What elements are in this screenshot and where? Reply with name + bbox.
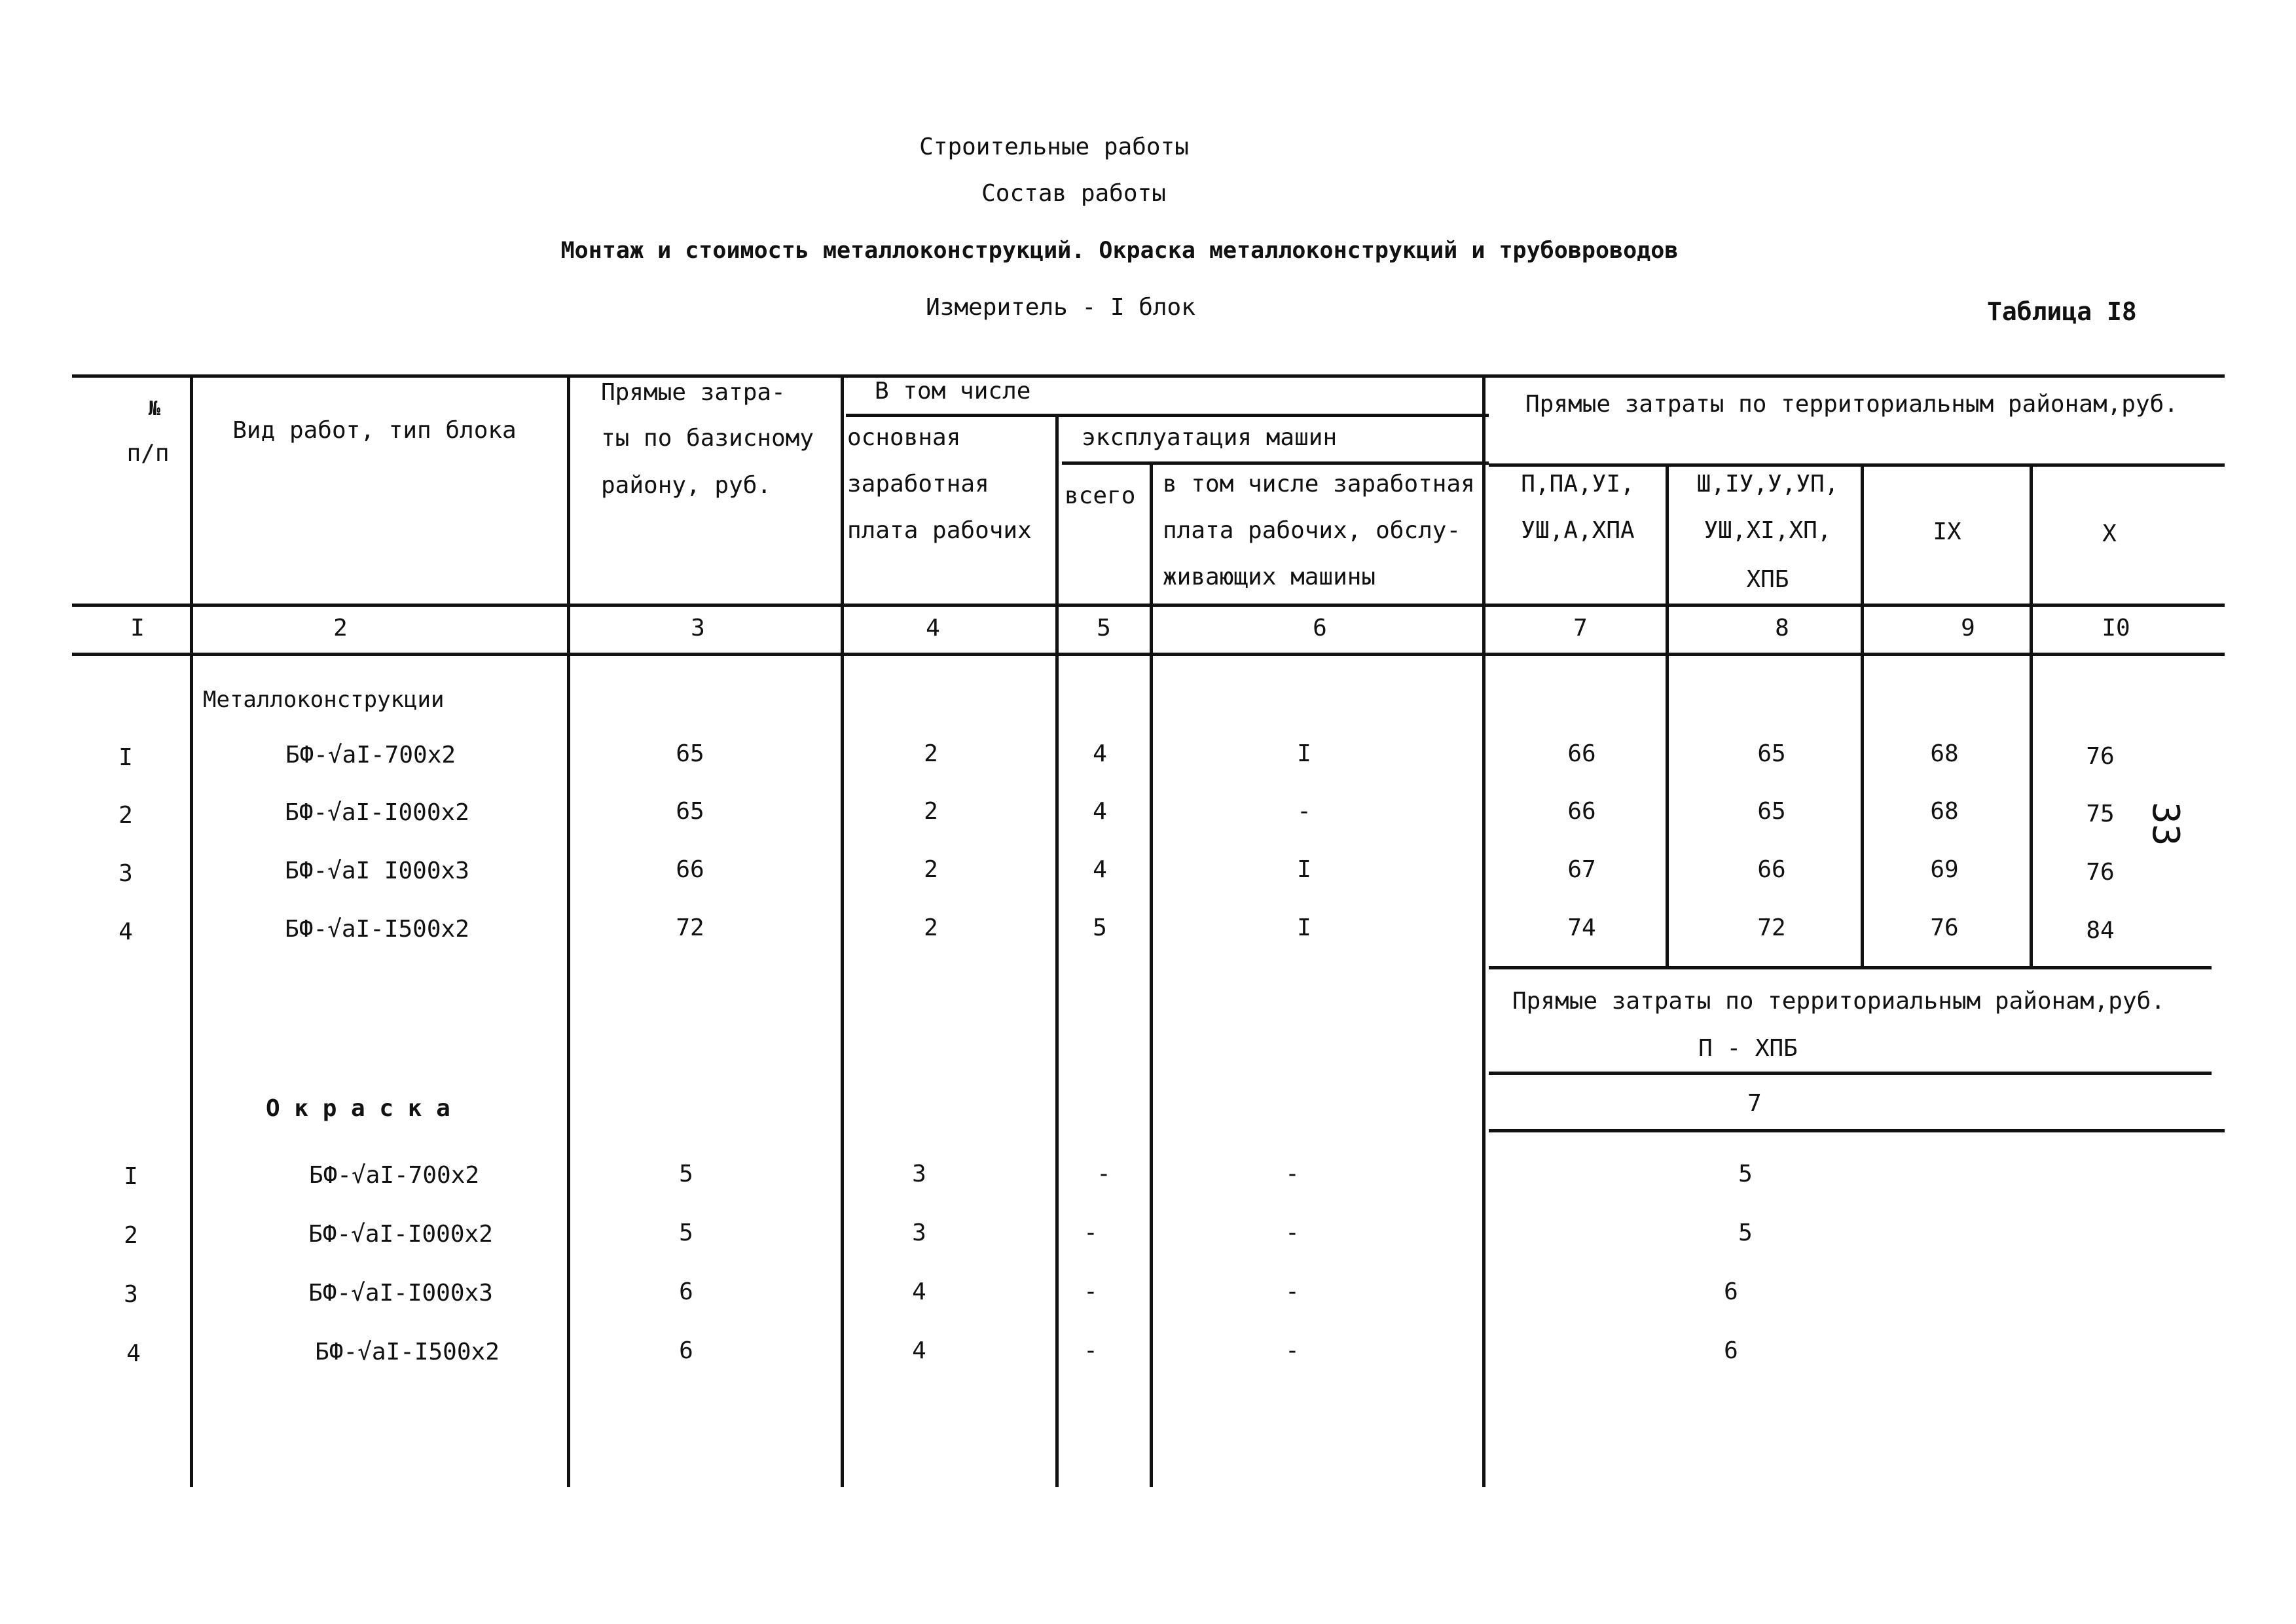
col-index-7: 7 bbox=[1573, 615, 1588, 641]
col-region-1-header-1: П,ПА,УI, bbox=[1521, 471, 1635, 497]
col-index-1: I bbox=[130, 615, 145, 641]
col-index-2: 2 bbox=[333, 615, 348, 641]
section-title-painting: О к р а с к а bbox=[266, 1095, 450, 1122]
col-work-type-header: Вид работ, тип блока bbox=[232, 417, 517, 444]
col-index-4: 4 bbox=[926, 615, 940, 641]
header-line-2: Состав работы bbox=[981, 180, 1166, 207]
col-regions-header: Прямые затраты по территориальным районам,руб. bbox=[1525, 391, 2178, 418]
col-index-3: 3 bbox=[691, 615, 705, 641]
document-title: Монтаж и стоимость металлоконструкций. Окраска металлоконструкций и трубовроводов bbox=[560, 238, 1679, 264]
measure-unit: Измеритель - I блок bbox=[926, 294, 1195, 321]
col-direct-costs-header-2: ты по базисному bbox=[601, 425, 814, 452]
col-machine-wage-header-2: плата рабочих, обслу- bbox=[1163, 517, 1461, 544]
col-region-2-header-1: Ш,IУ,У,УП, bbox=[1696, 471, 1839, 497]
table-number: Таблица I8 bbox=[1987, 297, 2137, 326]
col-region-3-header: IX bbox=[1933, 518, 1961, 545]
col-index-5: 5 bbox=[1097, 615, 1111, 641]
painting-region-range: П - ХПБ bbox=[1698, 1035, 1798, 1062]
col-machine-total-header: всего bbox=[1065, 482, 1136, 509]
page-number: 33 bbox=[2144, 802, 2187, 846]
col-wage-header-1: основная bbox=[847, 424, 961, 451]
col-machine-wage-header-1: в том числе заработная bbox=[1163, 471, 1475, 497]
col-region-2-header-2: УШ,XI,ХП, bbox=[1704, 517, 1832, 544]
header-line-1: Строительные работы bbox=[919, 134, 1189, 160]
col-wage-header-3: плата рабочих bbox=[847, 517, 1032, 544]
col-machine-header: эксплуатация машин bbox=[1082, 424, 1338, 451]
col-direct-costs-header-3: району, руб. bbox=[601, 472, 772, 499]
col-index-6: 6 bbox=[1313, 615, 1327, 641]
col-number-mark: № bbox=[148, 397, 161, 420]
col-including-header: В том числе bbox=[875, 378, 1031, 405]
section-title-metal: Металлоконструкции bbox=[203, 687, 445, 713]
col-index-8: 8 bbox=[1775, 615, 1789, 641]
col-region-1-header-2: УШ,А,ХПА bbox=[1521, 517, 1635, 544]
col-wage-header-2: заработная bbox=[847, 471, 989, 497]
document-page: Строительные работы Состав работы Монтаж и стоимость металлоконструкций. Окраска металлоконструкций и трубовроводов Измеритель - I блок Таблица I8 33 № п/п Вид работ, тип блока Прямые затра- ты по базисному району, руб. В том числе основная заработная плата рабочих эксплуатация машин всего в том числе заработная плата рабочих, обслу- живающих машины Прямые затраты по территориальным районам,руб. П,ПА,УI, УШ,А,ХПА Ш,IУ,У,УП, УШ,XI,ХП, ХПБ IX X I 2 3 4 5 6 7 8 9 I0 Металлоконструкции I БФ-√aI-700x2 65 2 4 I 66 65 68 76 2 БФ-√aI-I000x2 65 2 4 - 66 65 68 75 3 БФ-√aI I000x3 66 2 4 I 67 66 69 76 4 БФ-√aI-I500x2 72 2 5 I 74 72 76 84 Прямые затраты по территориальным районам,руб. П - ХПБ 7 О к р а с к а I БФ-√aI-700x2 5 3 - - 5 2 БФ-√aI-I000x2 5 3 - - 5 3 БФ-√aI-I000x3 6 4 - - 6 4 БФ-√aI-I500x2 6 4 - - 6 bbox=[0, 0, 2296, 1624]
col-number-label: п/п bbox=[126, 440, 170, 467]
col-index-10: I0 bbox=[2102, 615, 2130, 641]
col-direct-costs-header-1: Прямые затра- bbox=[601, 379, 786, 406]
col-index-9: 9 bbox=[1961, 615, 1975, 641]
col-region-4-header: X bbox=[2102, 520, 2117, 547]
painting-regions-header: Прямые затраты по территориальным районам,руб. bbox=[1512, 988, 2165, 1015]
col-machine-wage-header-3: живающих машины bbox=[1163, 564, 1376, 590]
col-region-2-header-3: ХПБ bbox=[1746, 566, 1789, 593]
painting-col-index: 7 bbox=[1747, 1090, 1762, 1117]
